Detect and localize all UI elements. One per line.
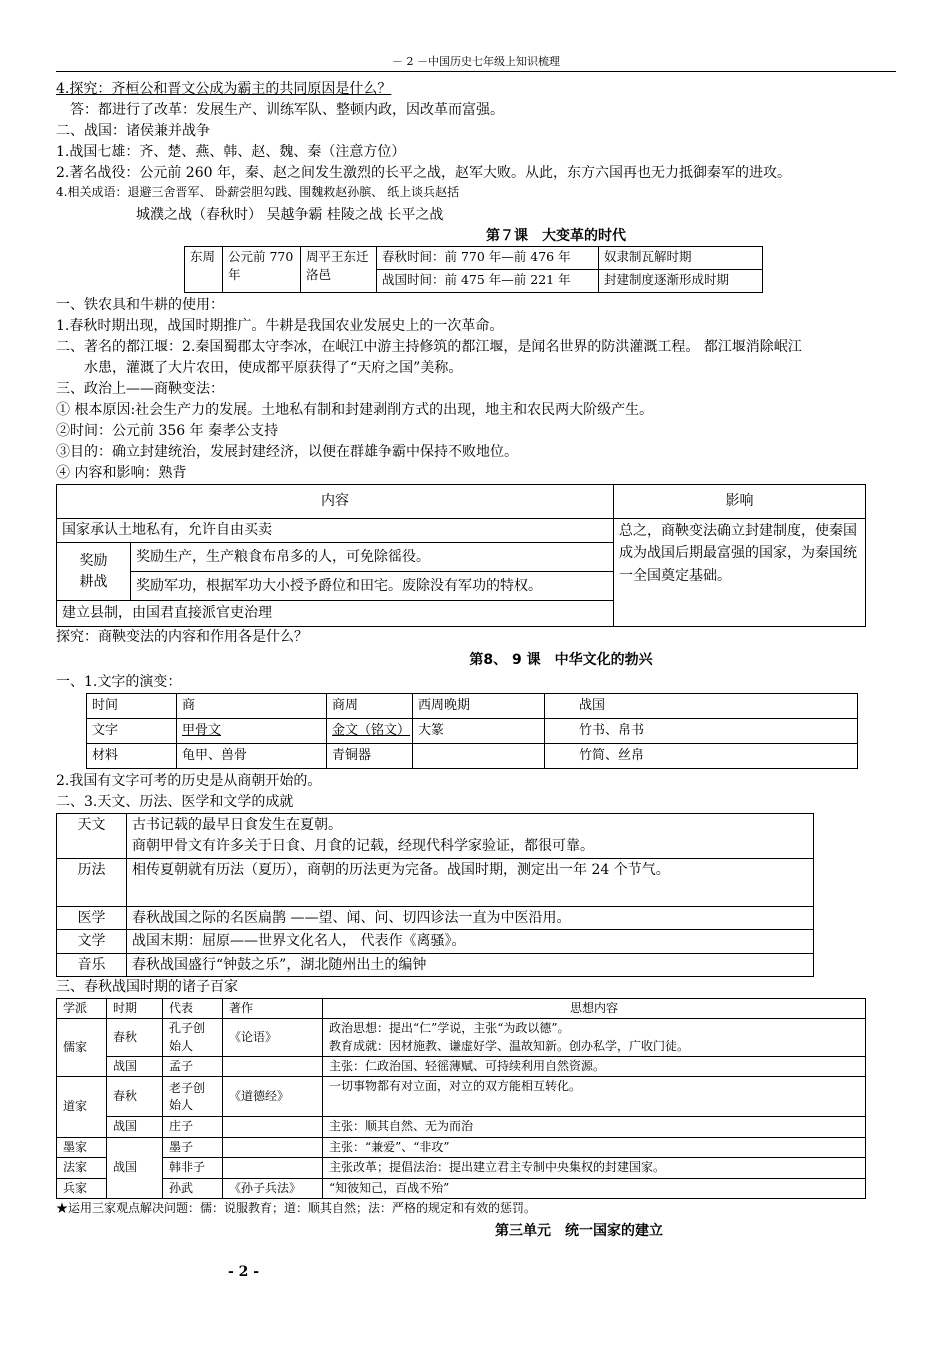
reward-farm-war: 奖励耕战 (57, 543, 131, 601)
sci-literature-text: 战国末期：屈原——世界文化名人， 代表作《离骚》。 (127, 930, 814, 953)
w-r3c2: 龟甲、兽骨 (177, 744, 327, 769)
lesson7-title: 第７课 大变革的时代 (486, 228, 626, 244)
w-r3c1: 材料 (87, 744, 177, 769)
w-r2c3: 金文（铭文） (327, 719, 413, 744)
lesson89-title: 第8、 9 课 中华文化的勃兴 (469, 652, 653, 668)
reform-military: 奖励军功，根据军功大小授予爵位和田宅。废除没有军功的特权。 (131, 572, 614, 601)
w-r2c1: 文字 (87, 719, 177, 744)
cell-spring-autumn-time: 春秋时间：前 770 年—前 476 年 (377, 247, 599, 270)
late-zhanguo: 战国 (107, 1137, 163, 1198)
reform-purpose: ③目的：确立封建统治，发展封建经济，以便在群雄争霸中保持不败地位。 (56, 444, 518, 460)
w-r3c4 (413, 744, 545, 769)
mo-school: 墨家 (57, 1137, 107, 1157)
sci-calendar-text: 相传夏朝就有历法（夏历），商朝的历法更为完备。战国时期，测定出一年 24 个节气。 (127, 859, 814, 907)
w-r2c4: 大篆 (413, 719, 545, 744)
reform-land: 国家承认土地私有，允许自由买卖 (57, 519, 614, 543)
mengzi-idea: 主张：仁政治国、轻徭薄赋、可持续利用自然资源。 (323, 1057, 866, 1077)
idiom-battles: 城濮之战（春秋时） 吴越争霸 桂陵之战 长平之战 (136, 207, 444, 223)
cell-slavery-decline: 奴隶制瓦解时期 (599, 247, 763, 270)
eastern-zhou-table (184, 246, 763, 293)
cell-move-capital: 周平王东迁洛邑 (301, 247, 377, 293)
writing-title: 一、1.文字的演变： (56, 674, 182, 690)
shang-yang-title: 三、政治上——商鞅变法： (56, 381, 224, 397)
cell-warring-time: 战国时间：前 475 年—前 221 年 (377, 270, 599, 293)
sh-idea: 思想内容 (323, 998, 866, 1018)
w-r1c1: 时间 (87, 694, 177, 719)
explore-shang-yang: 探究：商鞅变法的内容和作用各是什么？ (56, 629, 308, 645)
sh-rep: 代表 (163, 998, 223, 1018)
idioms: 4.相关成语：退避三舍晋军、 卧薪尝胆勾践、围魏救赵孙膑、 纸上谈兵赵括 (56, 185, 460, 199)
ru-zhanguo: 战国 (107, 1057, 163, 1077)
page-header: － 2 －中国历史七年级上知识梳理 (56, 54, 896, 72)
writing-history: 2.我国有文字可考的历史是从商朝开始的。 (56, 773, 322, 789)
fa-school: 法家 (57, 1158, 107, 1178)
writing-evolution-table (86, 693, 858, 769)
sh-period: 时期 (107, 998, 163, 1018)
sci-music-text: 春秋战国盛行“钟鼓之乐”，湖北随州出土的编钟 (127, 953, 814, 976)
page-number: - 2 - (228, 1264, 260, 1280)
sunwu: 孙武 (163, 1178, 223, 1198)
sci-medicine-text: 春秋战国之际的名医扁鹊 ——望、闻、问、切四诊法一直为中医沿用。 (127, 907, 814, 930)
hanfeizi-work (223, 1158, 323, 1178)
sci-calendar: 历法 (57, 859, 127, 907)
schools-title: 三、春秋战国时期的诸子百家 (56, 978, 238, 995)
iron-tools-title: 一、铁农具和牛耕的使用： (56, 297, 224, 313)
w-r1c4: 西周晚期 (413, 694, 545, 719)
w-r3c3: 青铜器 (327, 744, 413, 769)
th-content: 内容 (57, 485, 614, 519)
mozi-idea: 主张：“兼爱”、“非攻” (323, 1137, 866, 1157)
cell-east-zhou: 东周 (185, 247, 223, 293)
star-note: ★运用三家观点解决问题：儒：说服教育；道：顺其自然；法：严格的规定和有效的惩罚。 (56, 1201, 537, 1216)
hanfeizi: 韩非子 (163, 1158, 223, 1178)
bing-school: 兵家 (57, 1178, 107, 1198)
famous-battle: 2.著名战役：公元前 260 年，秦、赵之间发生激烈的长平之战，赵军大败。从此，东方六国再也无力抵御秦军的进攻。 (56, 165, 791, 181)
sci-astronomy: 天文 (57, 814, 127, 859)
ox-plough: 1.春秋时期出现，战国时期推广。牛耕是我国农业发展史上的一次革命。 (56, 318, 504, 334)
lunyu: 《论语》 (223, 1019, 323, 1057)
w-r1c5: 战国 (545, 694, 858, 719)
mozi: 墨子 (163, 1137, 223, 1157)
sci-music: 音乐 (57, 953, 127, 976)
science-table (56, 813, 814, 977)
mozi-work (223, 1137, 323, 1157)
reform-time: ②时间：公元前 356 年 秦孝公支持 (56, 423, 279, 439)
bing-idea: “知彼知己，百战不殆” (323, 1178, 866, 1198)
seven-states: 1.战国七雄：齐、楚、燕、韩、赵、魏、秦（注意方位） (56, 144, 406, 160)
w-r2c2: 甲骨文 (177, 719, 327, 744)
dujiangyan-cont: 水患，灌溉了大片农田，使成都平原获得了“天府之国”美称。 (84, 360, 463, 376)
sci-astronomy-text: 古书记载的最早日食发生在夏朝。 商朝甲骨文有许多关于日食、月食的记载，经现代科学家验证，都很可靠。 (127, 814, 814, 859)
dao-zhanguo: 战国 (107, 1117, 163, 1137)
reform-production: 奖励生产，生产粮食布帛多的人，可免除徭役。 (131, 543, 614, 572)
laozi-idea: 一切事物都有对立面，对立的双方能相互转化。 (323, 1077, 866, 1117)
section-warring-states: 二、战国：诸侯兼并战争 (56, 123, 210, 139)
mengzi-work (223, 1057, 323, 1077)
daodejing: 《道德经》 (223, 1077, 323, 1117)
zhuangzi-work (223, 1117, 323, 1137)
zhuangzi-idea: 主张：顺其自然、无为而治 (323, 1117, 866, 1137)
ru-school: 儒家 (57, 1019, 107, 1077)
reform-effect: 总之，商鞅变法确立封建制度，使秦国成为战国后期最富强的国家，为秦国统一全国奠定基础。 (614, 519, 866, 627)
schools-table (56, 998, 866, 1199)
w-r2c5: 竹书、帛书 (545, 719, 858, 744)
unit3-title: 第三单元 统一国家的建立 (495, 1223, 663, 1240)
th-effect: 影响 (614, 485, 866, 519)
zhuangzi: 庄子 (163, 1117, 223, 1137)
reform-county: 建立县制，由国君直接派官吏治理 (57, 601, 614, 627)
cell-feudal-forming: 封建制度逐渐形成时期 (599, 270, 763, 293)
w-r1c2: 商 (177, 694, 327, 719)
cell-770bc: 公元前 770 年 (223, 247, 301, 293)
sci-title: 二、3.天文、历法、医学和文学的成就 (56, 794, 294, 810)
sci-medicine: 医学 (57, 907, 127, 930)
ru-chunqiu: 春秋 (107, 1019, 163, 1057)
document-body (56, 75, 896, 1245)
root-cause: ① 根本原因:社会生产力的发展。土地私有制和封建剥削方式的出现，地主和农民两大阶级产生。 (56, 402, 654, 418)
laozi: 老子创始人 (163, 1077, 223, 1117)
dao-school: 道家 (57, 1077, 107, 1137)
reform-content-note: ④ 内容和影响：熟背 (56, 465, 187, 481)
kongzi: 孔子创始人 (163, 1019, 223, 1057)
dujiangyan: 二、著名的都江堰：2.秦国蜀郡太守李冰，在岷江中游主持修筑的都江堰，是闻名世界的防洪灌溉工程。 都江堰消除岷江 (56, 339, 802, 355)
explore-question-1: 4.探究：齐桓公和晋文公成为霸主的共同原因是什么？ (56, 81, 392, 97)
sunzi-bingfa: 《孙子兵法》 (223, 1178, 323, 1198)
shang-yang-table (56, 484, 866, 627)
fa-idea: 主张改革；提倡法治：提出建立君主专制中央集权的封建国家。 (323, 1158, 866, 1178)
sci-literature: 文学 (57, 930, 127, 953)
sh-school: 学派 (57, 998, 107, 1018)
sh-work: 著作 (223, 998, 323, 1018)
w-r3c5: 竹简、丝帛 (545, 744, 858, 769)
answer-1: 答：都进行了改革：发展生产、训练军队、整顿内政，因改革而富强。 (70, 102, 504, 118)
dao-chunqiu: 春秋 (107, 1077, 163, 1117)
w-r1c3: 商周 (327, 694, 413, 719)
mengzi: 孟子 (163, 1057, 223, 1077)
ru-idea: 政治思想：提出“仁”学说，主张“为政以德”。 教育成就：因材施教、谦虚好学、温故知新。创办私学，广收门徒。 (323, 1019, 866, 1057)
